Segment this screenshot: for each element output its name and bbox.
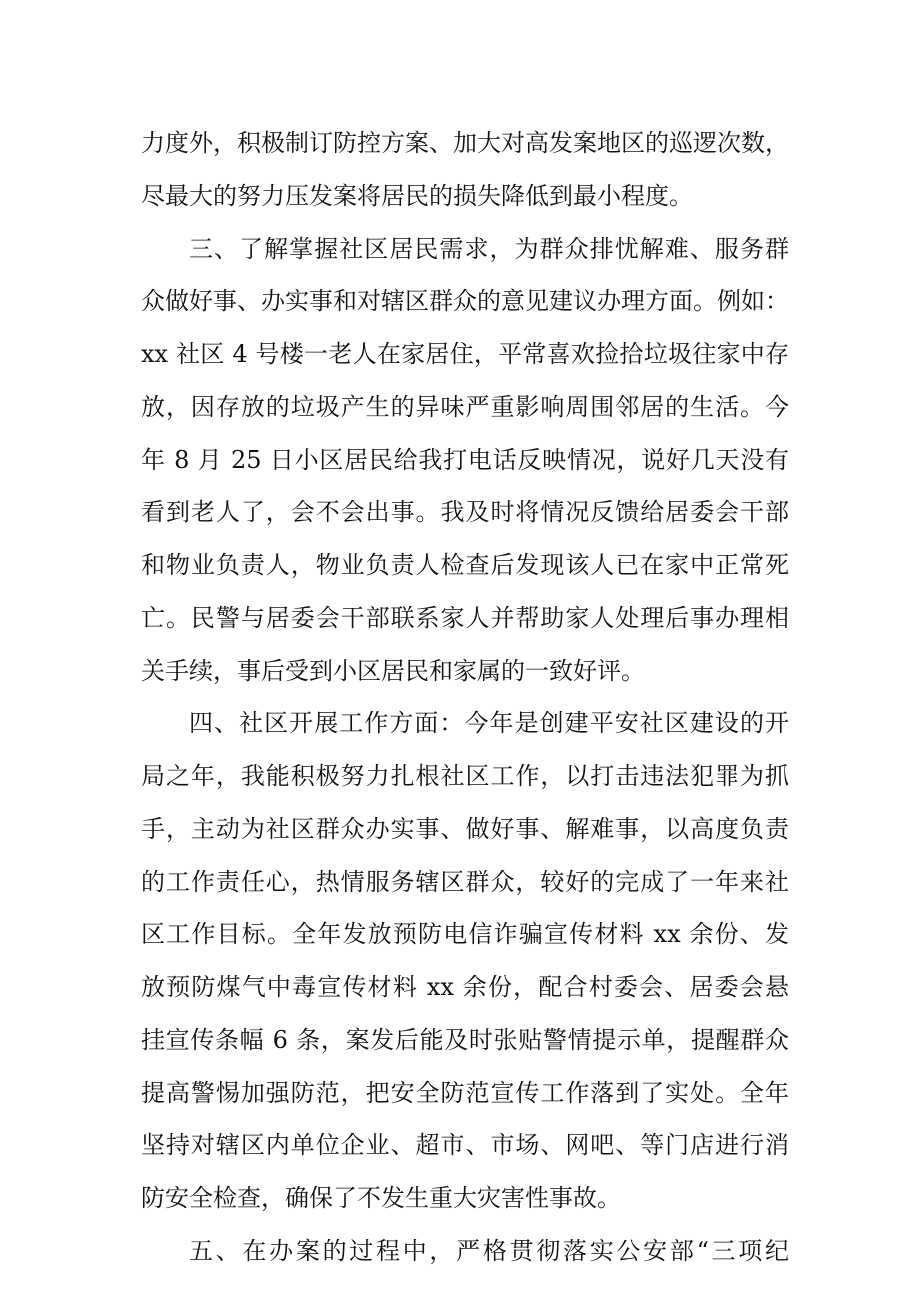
text-line: 手，主动为社区群众办实事、做好事、解难事，以高度负责 — [141, 814, 789, 843]
text-line: 五、在办案的过程中，严格贯彻落实公安部“三项纪 — [189, 1236, 789, 1265]
text-line: 挂宣传条幅 6 条，案发后能及时张贴警情提示单，提醒群众 — [141, 1025, 789, 1054]
text-line: 放，因存放的垃圾产生的异味严重影响周围邻居的生活。今 — [141, 392, 789, 421]
text-line: 众做好事、办实事和对辖区群众的意见建议办理方面。例如： — [141, 287, 789, 316]
text-line: 亡。民警与居委会干部联系家人并帮助家人处理后事办理相 — [141, 603, 789, 632]
text-line: 三、了解掌握社区居民需求，为群众排忧解难、服务群 — [189, 234, 789, 263]
text-line: 区工作目标。全年发放预防电信诈骗宣传材料 xx 余份、发 — [141, 920, 789, 949]
text-line: 关手续，事后受到小区居民和家属的一致好评。 — [141, 656, 645, 685]
text-line: 的工作责任心，热情服务辖区群众，较好的完成了一年来社 — [141, 867, 789, 896]
text-line: 看到老人了，会不会出事。我及时将情况反馈给居委会干部 — [141, 498, 789, 527]
text-line: 放预防煤气中毒宣传材料 xx 余份，配合村委会、居委会悬 — [141, 973, 789, 1001]
text-line: 防安全检查，确保了不发生重大灾害性事故。 — [141, 1184, 621, 1212]
text-line: 和物业负责人，物业负责人检查后发现该人已在家中正常死 — [141, 551, 789, 579]
text-line: 力度外，积极制订防控方案、加大对高发案地区的巡逻次数， — [141, 129, 789, 157]
text-line: 四、社区开展工作方面：今年是创建平安社区建设的开 — [189, 709, 789, 738]
text-line: 坚持对辖区内单位企业、超市、市场、网吧、等门店进行消 — [141, 1131, 789, 1160]
text-line: xx 社区 4 号楼一老人在家居住，平常喜欢捡拾垃圾往家中存 — [141, 340, 789, 368]
document-body — [141, 117, 789, 1278]
text-line: 提高警惕加强防范，把安全防范宣传工作落到了实处。全年 — [141, 1078, 789, 1107]
text-line: 尽最大的努力压发案将居民的损失降低到最小程度。 — [141, 181, 693, 210]
text-line: 局之年，我能积极努力扎根社区工作，以打击违法犯罪为抓 — [141, 762, 789, 790]
text-line: 年 8 月 25 日小区居民给我打电话反映情况，说好几天没有 — [141, 445, 789, 474]
